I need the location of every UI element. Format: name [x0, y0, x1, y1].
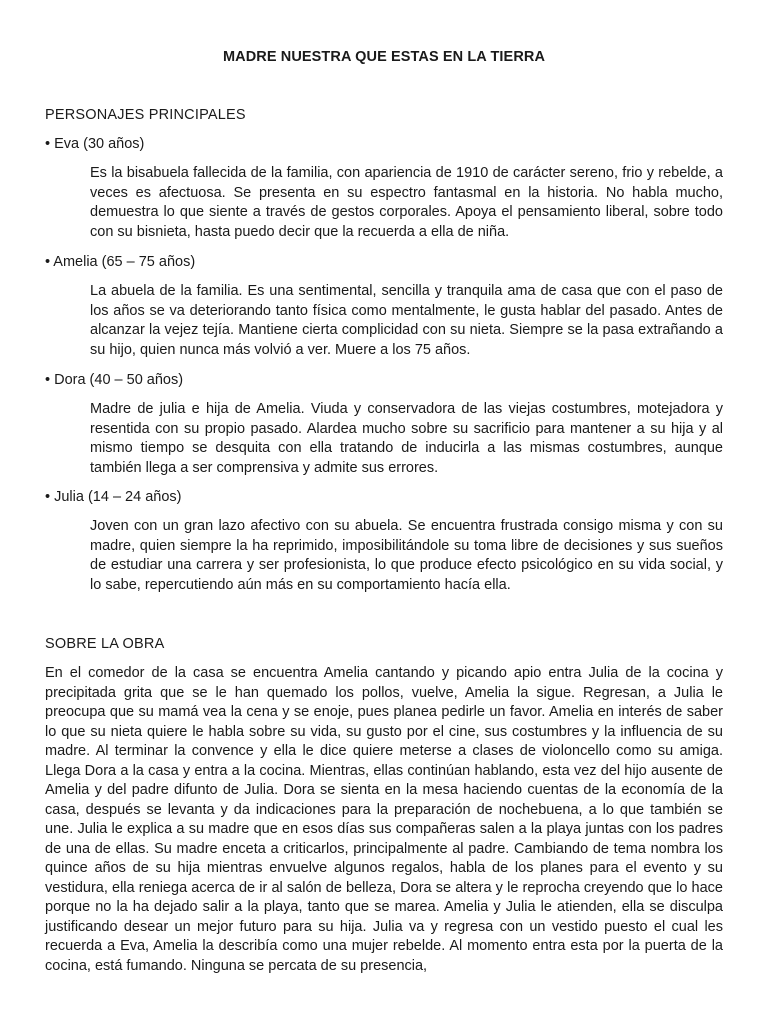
synopsis-heading: SOBRE LA OBRA [45, 636, 165, 652]
character-label-amelia: • Amelia (65 – 75 años) [45, 254, 196, 270]
document-title: MADRE NUESTRA QUE ESTAS EN LA TIERRA [222, 49, 546, 65]
character-description-julia: Joven con un gran lazo afectivo con su abuela. Se encuentra frustrada consigo misma y con su madre, quien siempre la ha reprimido, imposibilitándole su toma libre de decisiones y sus sueños de estudiar una carrera y ser profesionista, lo que produce efecto psicológico en su vida social, y lo sabe, repercutiendo aún más en su comportamiento hacía ella. [90, 518, 723, 593]
character-description-amelia: La abuela de la familia. Es una sentimental, sencilla y tranquila ama de casa que con el paso de los años se va deteriorando tanto física como mentalmente, le gusta hablar del pasado. Antes de alcanzar la vejez tejía. Mantiene cierta complicidad con su nieta. Siempre se la pasa extrañando a su hijo, quien nunca más volvió a ver. Muere a los 75 años. [90, 283, 723, 358]
character-label-julia: • Julia (14 – 24 años) [45, 489, 182, 505]
characters-heading: PERSONAJES PRINCIPALES [45, 107, 246, 123]
character-label-eva: • Eva (30 años) [45, 136, 145, 152]
character-description-dora: Madre de julia e hija de Amelia. Viuda y conservadora de las viejas costumbres, motejadora y resentida con su propio pasado. Alardea mucho sobre su sacrificio para mantener a su hija y al mismo tiempo se desquita con ella tratando de inducirla a las mismas costumbres, aunque también llega a ser comprensiva y admite sus errores. [90, 401, 723, 476]
character-label-dora: • Dora (40 – 50 años) [45, 372, 184, 388]
character-description-eva: Es la bisabuela fallecida de la familia, con apariencia de 1910 de carácter sereno, frio y rebelde, a veces es afectuosa. Se presenta en su espectro fantasmal en la historia. No habla mucho, demuestra lo que siente a través de gestos corporales. Apoya el pensamiento liberal, sobre todo con su bisnieta, hasta puedo decir que la recuerda a ella de niña. [90, 165, 723, 240]
synopsis-paragraph: En el comedor de la casa se encuentra Amelia cantando y picando apio entra Julia de la cocina y precipitada grita que se le han quemado los pollos, vuelve, Amelia la sigue. Regresan, a Julia le preocupa que su mamá vea la cena y se enoje, pues planea pedirle un favor. Amelia en interés de saber lo que su nieta quiere le habla sobre su vida, su gusto por el cine, sus costumbres y la influencia de su madre. Al terminar la convence y ella le dice quiere meterse a clases de violoncello como su amiga. Llega Dora a la casa y entra a la cocina. Mientras, ellas continúan hablando, esta vez del hijo ausente de Amelia y del padre difunto de Julia. Dora se sienta en la mesa haciendo cuentas de la economía de la casa, después se levanta y da indicaciones para la preparación de nochebuena, a lo que también se une. Julia le explica a su madre que en esos días sus compañeras salen a la playa juntas con los padres de una de ellas. Su madre enceta a criticarlos, principalmente al padre. Cambiando de tema nombra los quince años de su hija mientras envuelve algunos regalos, habla de los planes para el evento y su vestidura, ella reniega acerca de ir al salón de belleza, Dora se altera y le reprocha creyendo que lo hace porque no la ha dejado salir a la playa, tanto que se marea. Amelia y Julia le atienden, ella se disculpa justificando desear un mejor futuro para su hija. Julia va y regresa con un vestido puesto el cual les recuerda a Eva, Amelia la describía como una mujer rebelde. Al momento entra esta por la puerta de la cocina, está fumando. Ninguna se percata de su presencia, [45, 665, 723, 974]
